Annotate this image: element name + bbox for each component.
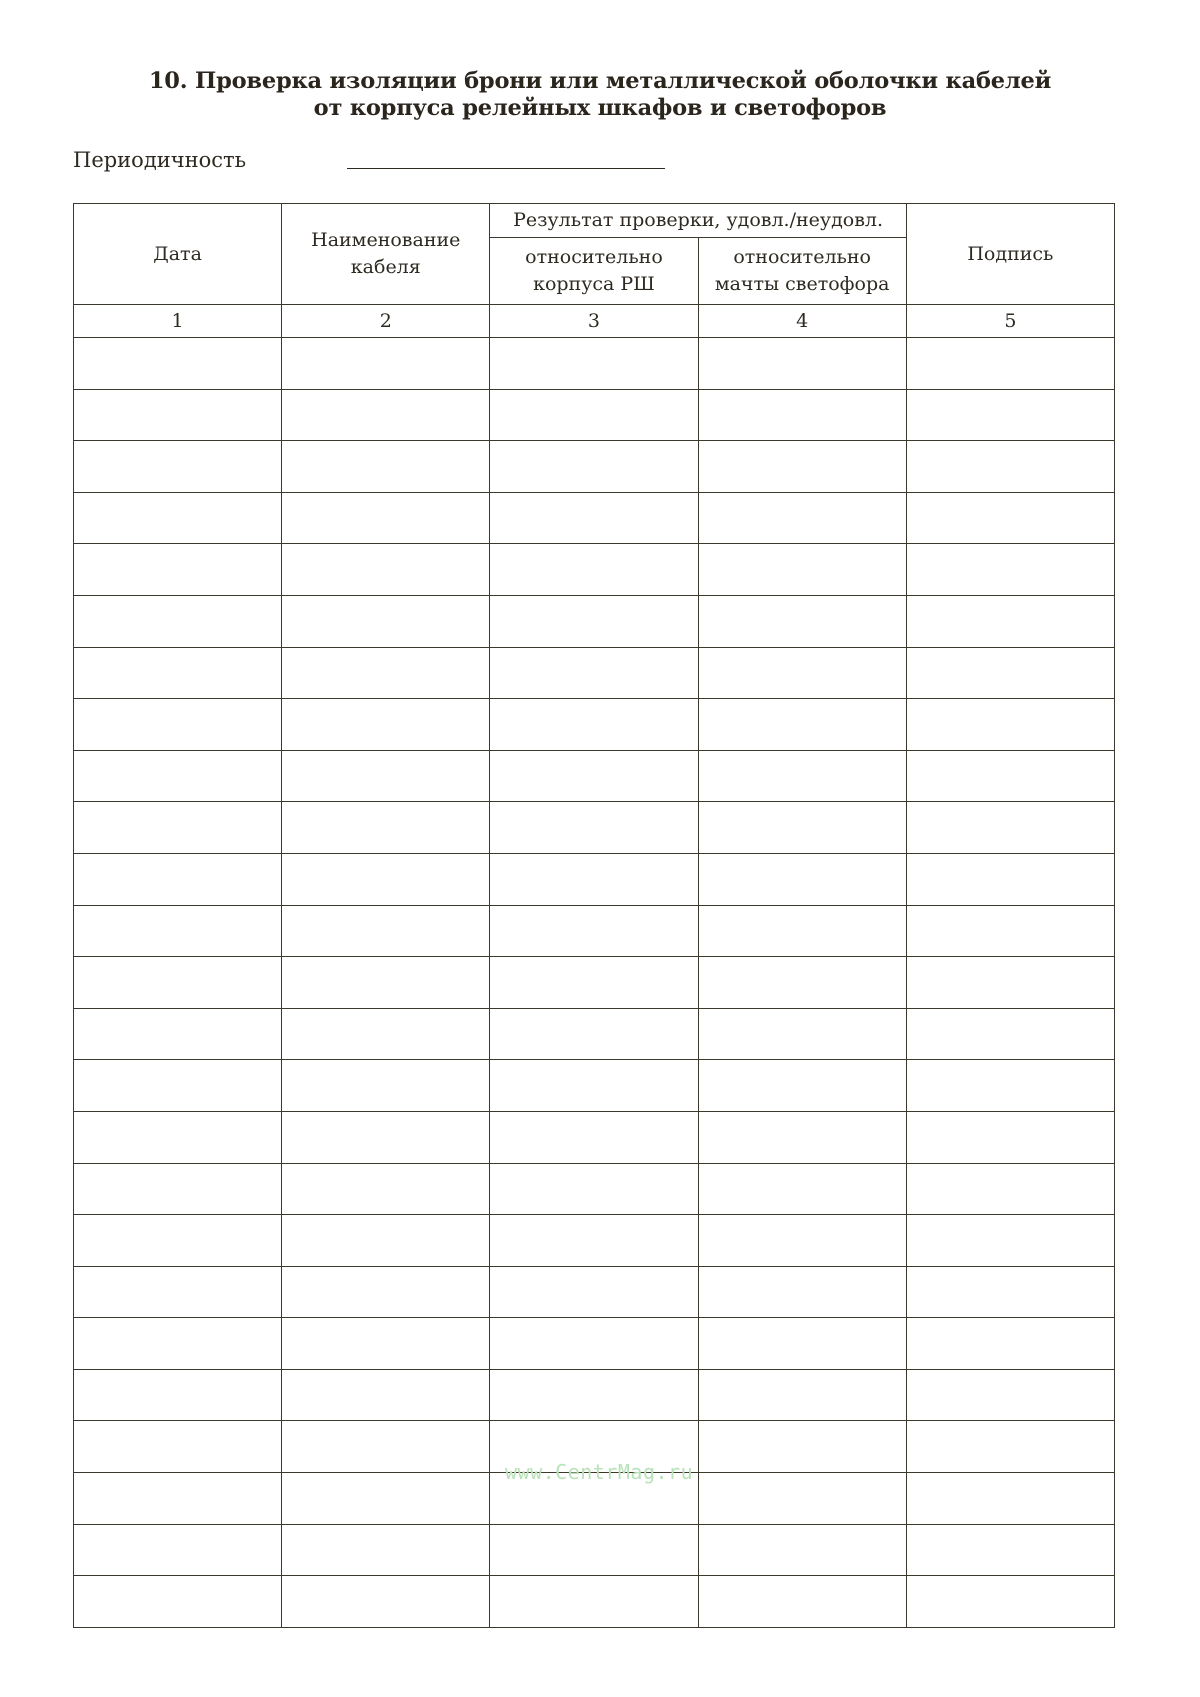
table-body xyxy=(74,338,1115,1628)
table-cell[interactable] xyxy=(490,1215,698,1267)
table-cell[interactable] xyxy=(906,1473,1114,1525)
table-cell[interactable] xyxy=(698,595,906,647)
table-cell[interactable] xyxy=(282,1008,490,1060)
table-cell[interactable] xyxy=(490,905,698,957)
table-cell[interactable] xyxy=(490,544,698,596)
table-row xyxy=(74,389,1115,441)
table-cell[interactable] xyxy=(282,1369,490,1421)
table-cell[interactable] xyxy=(490,647,698,699)
table-cell[interactable] xyxy=(74,853,282,905)
table-cell[interactable] xyxy=(906,1369,1114,1421)
table-cell[interactable] xyxy=(490,1369,698,1421)
title-line-2: от корпуса релейных шкафов и светофоров xyxy=(313,95,887,121)
column-number: 2 xyxy=(282,305,490,338)
table-cell[interactable] xyxy=(698,647,906,699)
table-cell[interactable] xyxy=(74,492,282,544)
table-cell[interactable] xyxy=(282,1111,490,1163)
table-cell[interactable] xyxy=(906,1008,1114,1060)
table-cell[interactable] xyxy=(490,1060,698,1112)
table-cell[interactable] xyxy=(906,1215,1114,1267)
table-cell[interactable] xyxy=(698,802,906,854)
table-row xyxy=(74,492,1115,544)
table-cell[interactable] xyxy=(906,699,1114,751)
table-cell[interactable] xyxy=(74,905,282,957)
table-cell[interactable] xyxy=(74,802,282,854)
table-row xyxy=(74,1369,1115,1421)
table-cell[interactable] xyxy=(282,338,490,390)
table-cell[interactable] xyxy=(490,853,698,905)
table-row xyxy=(74,1266,1115,1318)
table-cell[interactable] xyxy=(906,1266,1114,1318)
table-cell[interactable] xyxy=(698,1008,906,1060)
table-row xyxy=(74,957,1115,1009)
table-cell[interactable] xyxy=(282,647,490,699)
table-cell[interactable] xyxy=(74,1576,282,1628)
periodicity-field[interactable] xyxy=(347,168,665,169)
table-cell[interactable] xyxy=(282,699,490,751)
table-cell[interactable] xyxy=(74,1266,282,1318)
table-cell[interactable] xyxy=(906,1163,1114,1215)
table-row xyxy=(74,1163,1115,1215)
table-row xyxy=(74,1111,1115,1163)
table-row xyxy=(74,441,1115,493)
table-cell[interactable] xyxy=(74,1369,282,1421)
table-cell[interactable] xyxy=(490,1576,698,1628)
table-cell[interactable] xyxy=(282,1473,490,1525)
table-cell[interactable] xyxy=(698,1524,906,1576)
column-number: 3 xyxy=(490,305,698,338)
table-cell[interactable] xyxy=(74,389,282,441)
inspection-table xyxy=(73,203,1115,1628)
table-cell[interactable] xyxy=(282,389,490,441)
table-cell[interactable] xyxy=(698,389,906,441)
table-cell[interactable] xyxy=(282,802,490,854)
table-cell[interactable] xyxy=(74,647,282,699)
table-cell[interactable] xyxy=(490,338,698,390)
table-cell[interactable] xyxy=(906,1576,1114,1628)
table-cell[interactable] xyxy=(698,1421,906,1473)
table-cell[interactable] xyxy=(906,802,1114,854)
table-row xyxy=(74,750,1115,802)
table-cell[interactable] xyxy=(698,1111,906,1163)
table-cell[interactable] xyxy=(74,1215,282,1267)
header-signature: Подпись xyxy=(906,204,1114,305)
table-cell[interactable] xyxy=(490,492,698,544)
header-cable-name xyxy=(282,204,490,305)
table-cell[interactable] xyxy=(74,750,282,802)
table-cell[interactable] xyxy=(698,1060,906,1112)
table-cell[interactable] xyxy=(906,1111,1114,1163)
table-cell[interactable] xyxy=(698,1215,906,1267)
table-cell[interactable] xyxy=(906,853,1114,905)
table-cell[interactable] xyxy=(698,1318,906,1370)
page-title xyxy=(0,68,1200,122)
column-number: 1 xyxy=(74,305,282,338)
table-cell[interactable] xyxy=(282,1060,490,1112)
table-row xyxy=(74,595,1115,647)
table-cell[interactable] xyxy=(490,1266,698,1318)
table-cell[interactable] xyxy=(490,1163,698,1215)
table-cell[interactable] xyxy=(906,750,1114,802)
table-cell[interactable] xyxy=(906,595,1114,647)
table-cell[interactable] xyxy=(906,1524,1114,1576)
header-cable-name-line-1: Наименование xyxy=(311,229,461,251)
table-cell[interactable] xyxy=(698,338,906,390)
column-number: 4 xyxy=(698,305,906,338)
table-cell[interactable] xyxy=(906,441,1114,493)
table-cell[interactable] xyxy=(698,492,906,544)
table-cell[interactable] xyxy=(282,1163,490,1215)
header-cable-name-line-2: кабеля xyxy=(350,256,421,278)
table-cell[interactable] xyxy=(74,1421,282,1473)
column-number: 5 xyxy=(906,305,1114,338)
table-cell[interactable] xyxy=(282,595,490,647)
header-relative-cabinet xyxy=(490,238,698,305)
table-cell[interactable] xyxy=(906,957,1114,1009)
table-cell[interactable] xyxy=(698,905,906,957)
table-cell[interactable] xyxy=(282,905,490,957)
table-cell[interactable] xyxy=(490,1008,698,1060)
table-cell[interactable] xyxy=(282,1524,490,1576)
table-cell[interactable] xyxy=(490,957,698,1009)
table-cell[interactable] xyxy=(282,441,490,493)
table-cell[interactable] xyxy=(490,389,698,441)
table-cell[interactable] xyxy=(282,1576,490,1628)
header-result-group: Результат проверки, удовл./неудовл. xyxy=(490,204,906,238)
header-relative-signal-line-1: относительно xyxy=(733,246,871,268)
table-cell[interactable] xyxy=(698,441,906,493)
table-cell[interactable] xyxy=(74,1111,282,1163)
table-cell[interactable] xyxy=(282,544,490,596)
table-cell[interactable] xyxy=(282,1421,490,1473)
table-cell[interactable] xyxy=(698,1576,906,1628)
table-row xyxy=(74,647,1115,699)
watermark: www.CentrMag.ru xyxy=(505,1460,694,1484)
table-cell[interactable] xyxy=(490,802,698,854)
table-row xyxy=(74,1215,1115,1267)
table-cell[interactable] xyxy=(74,1008,282,1060)
table-row xyxy=(74,1524,1115,1576)
table-row xyxy=(74,338,1115,390)
table-row xyxy=(74,1008,1115,1060)
table-cell[interactable] xyxy=(906,338,1114,390)
table-cell[interactable] xyxy=(906,544,1114,596)
table-cell[interactable] xyxy=(698,699,906,751)
table-cell[interactable] xyxy=(906,1421,1114,1473)
table-row xyxy=(74,905,1115,957)
table-cell[interactable] xyxy=(74,1163,282,1215)
table-cell[interactable] xyxy=(906,905,1114,957)
table-cell[interactable] xyxy=(282,750,490,802)
table-cell[interactable] xyxy=(906,492,1114,544)
table-cell[interactable] xyxy=(698,853,906,905)
table-cell[interactable] xyxy=(74,1318,282,1370)
table-cell[interactable] xyxy=(74,1524,282,1576)
header-date: Дата xyxy=(74,204,282,305)
table-cell[interactable] xyxy=(74,595,282,647)
table-cell[interactable] xyxy=(906,389,1114,441)
table-cell[interactable] xyxy=(282,1266,490,1318)
table-cell[interactable] xyxy=(282,957,490,1009)
table-row xyxy=(74,1060,1115,1112)
table-row xyxy=(74,544,1115,596)
table-cell[interactable] xyxy=(490,1318,698,1370)
table-row xyxy=(74,1576,1115,1628)
table-cell[interactable] xyxy=(490,1524,698,1576)
header-relative-cabinet-line-1: относительно xyxy=(525,246,663,268)
table-cell[interactable] xyxy=(698,544,906,596)
table-cell[interactable] xyxy=(698,1266,906,1318)
table-cell[interactable] xyxy=(490,595,698,647)
table-cell[interactable] xyxy=(490,750,698,802)
table-cell[interactable] xyxy=(74,1060,282,1112)
table-row xyxy=(74,802,1115,854)
header-relative-signal xyxy=(698,238,906,305)
table-cell[interactable] xyxy=(906,647,1114,699)
table-cell[interactable] xyxy=(74,1473,282,1525)
table-row xyxy=(74,1318,1115,1370)
table-cell[interactable] xyxy=(282,1318,490,1370)
table-cell[interactable] xyxy=(282,853,490,905)
table-row xyxy=(74,699,1115,751)
table-row xyxy=(74,853,1115,905)
title-line-1: 10. Проверка изоляции брони или металлической оболочки кабелей xyxy=(148,68,1052,94)
periodicity-label: Периодичность xyxy=(73,148,247,172)
table-cell[interactable] xyxy=(698,957,906,1009)
table-cell[interactable] xyxy=(490,1111,698,1163)
table-cell[interactable] xyxy=(282,1215,490,1267)
table-cell[interactable] xyxy=(490,441,698,493)
table-cell[interactable] xyxy=(906,1318,1114,1370)
table-cell[interactable] xyxy=(698,1369,906,1421)
header-relative-cabinet-line-2: корпуса РШ xyxy=(533,273,655,295)
table-cell[interactable] xyxy=(74,699,282,751)
table-cell[interactable] xyxy=(74,441,282,493)
table-cell[interactable] xyxy=(698,1163,906,1215)
header-relative-signal-line-2: мачты светофора xyxy=(714,273,890,295)
table-cell[interactable] xyxy=(74,544,282,596)
table-cell[interactable] xyxy=(906,1060,1114,1112)
table-cell[interactable] xyxy=(74,338,282,390)
table-cell[interactable] xyxy=(698,750,906,802)
table-cell[interactable] xyxy=(490,699,698,751)
table-cell[interactable] xyxy=(282,492,490,544)
table-cell[interactable] xyxy=(74,957,282,1009)
table-cell[interactable] xyxy=(698,1473,906,1525)
